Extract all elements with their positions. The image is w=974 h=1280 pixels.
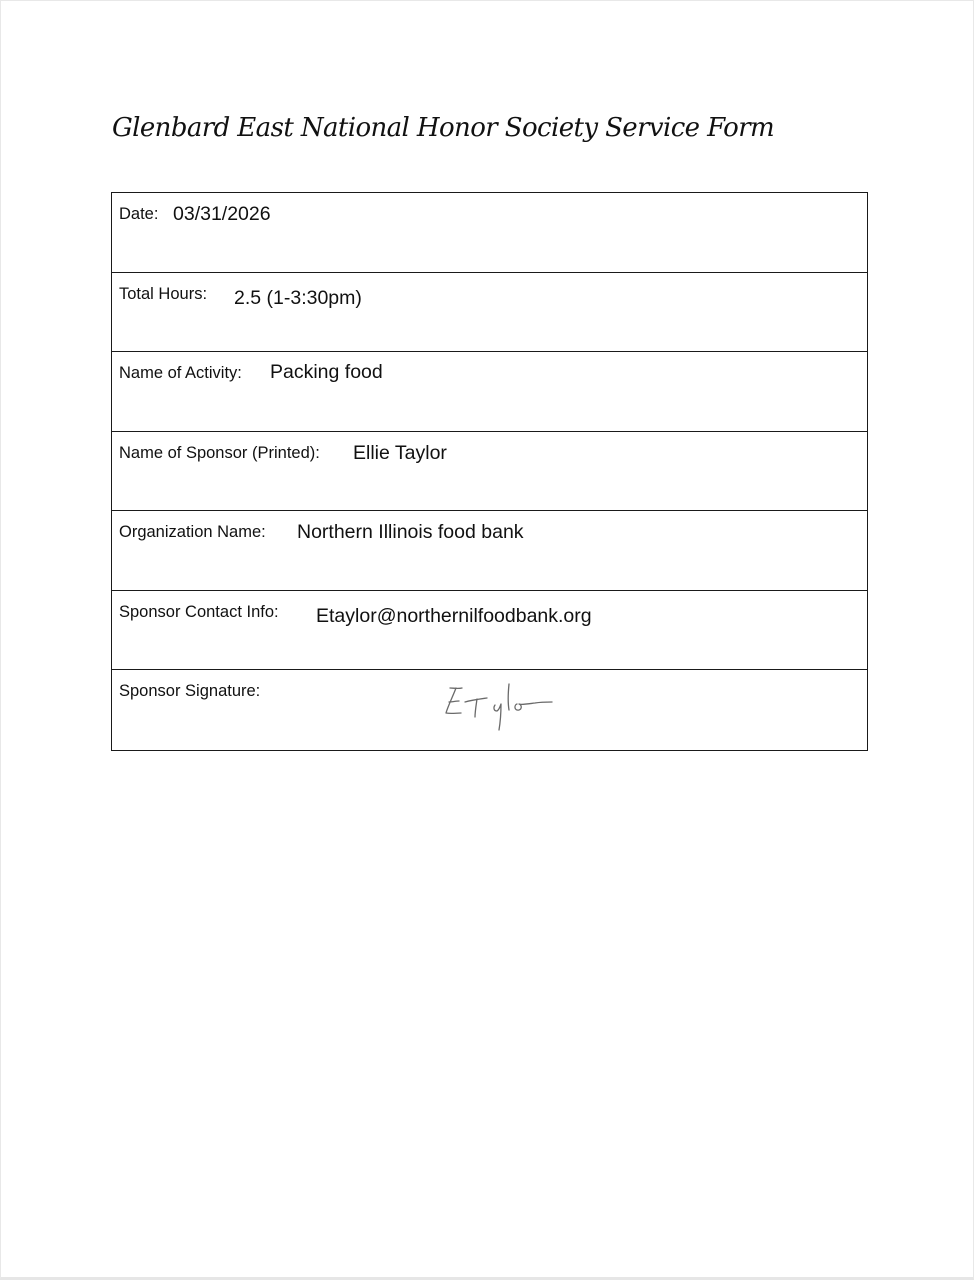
row-contact-info	[112, 591, 867, 671]
row-date	[112, 193, 867, 273]
form-title: Glenbard East National Honor Society Service Form	[112, 113, 775, 143]
organization-value: Northern Illinois food bank	[297, 521, 524, 543]
row-organization	[112, 511, 867, 591]
sponsor-name-value: Ellie Taylor	[353, 441, 447, 464]
contact-info-label: Sponsor Contact Info:	[119, 602, 279, 621]
row-total-hours	[112, 273, 867, 353]
row-sponsor-name	[112, 432, 867, 512]
activity-label: Name of Activity:	[119, 364, 242, 382]
date-value: 03/31/2026	[173, 203, 271, 225]
activity-value: Packing food	[270, 361, 383, 383]
total-hours-value: 2.5 (1-3:30pm)	[234, 286, 362, 309]
date-label: Date:	[119, 205, 159, 223]
service-form-table	[111, 192, 868, 751]
row-activity	[112, 352, 867, 432]
signature-label: Sponsor Signature:	[119, 682, 261, 700]
contact-info-value: Etaylor@northernilfoodbank.org	[316, 604, 592, 627]
handwritten-signature	[442, 680, 572, 750]
row-signature	[112, 670, 867, 750]
organization-label: Organization Name:	[119, 523, 266, 541]
sponsor-name-label: Name of Sponsor (Printed):	[119, 443, 320, 462]
total-hours-label: Total Hours:	[119, 284, 208, 303]
